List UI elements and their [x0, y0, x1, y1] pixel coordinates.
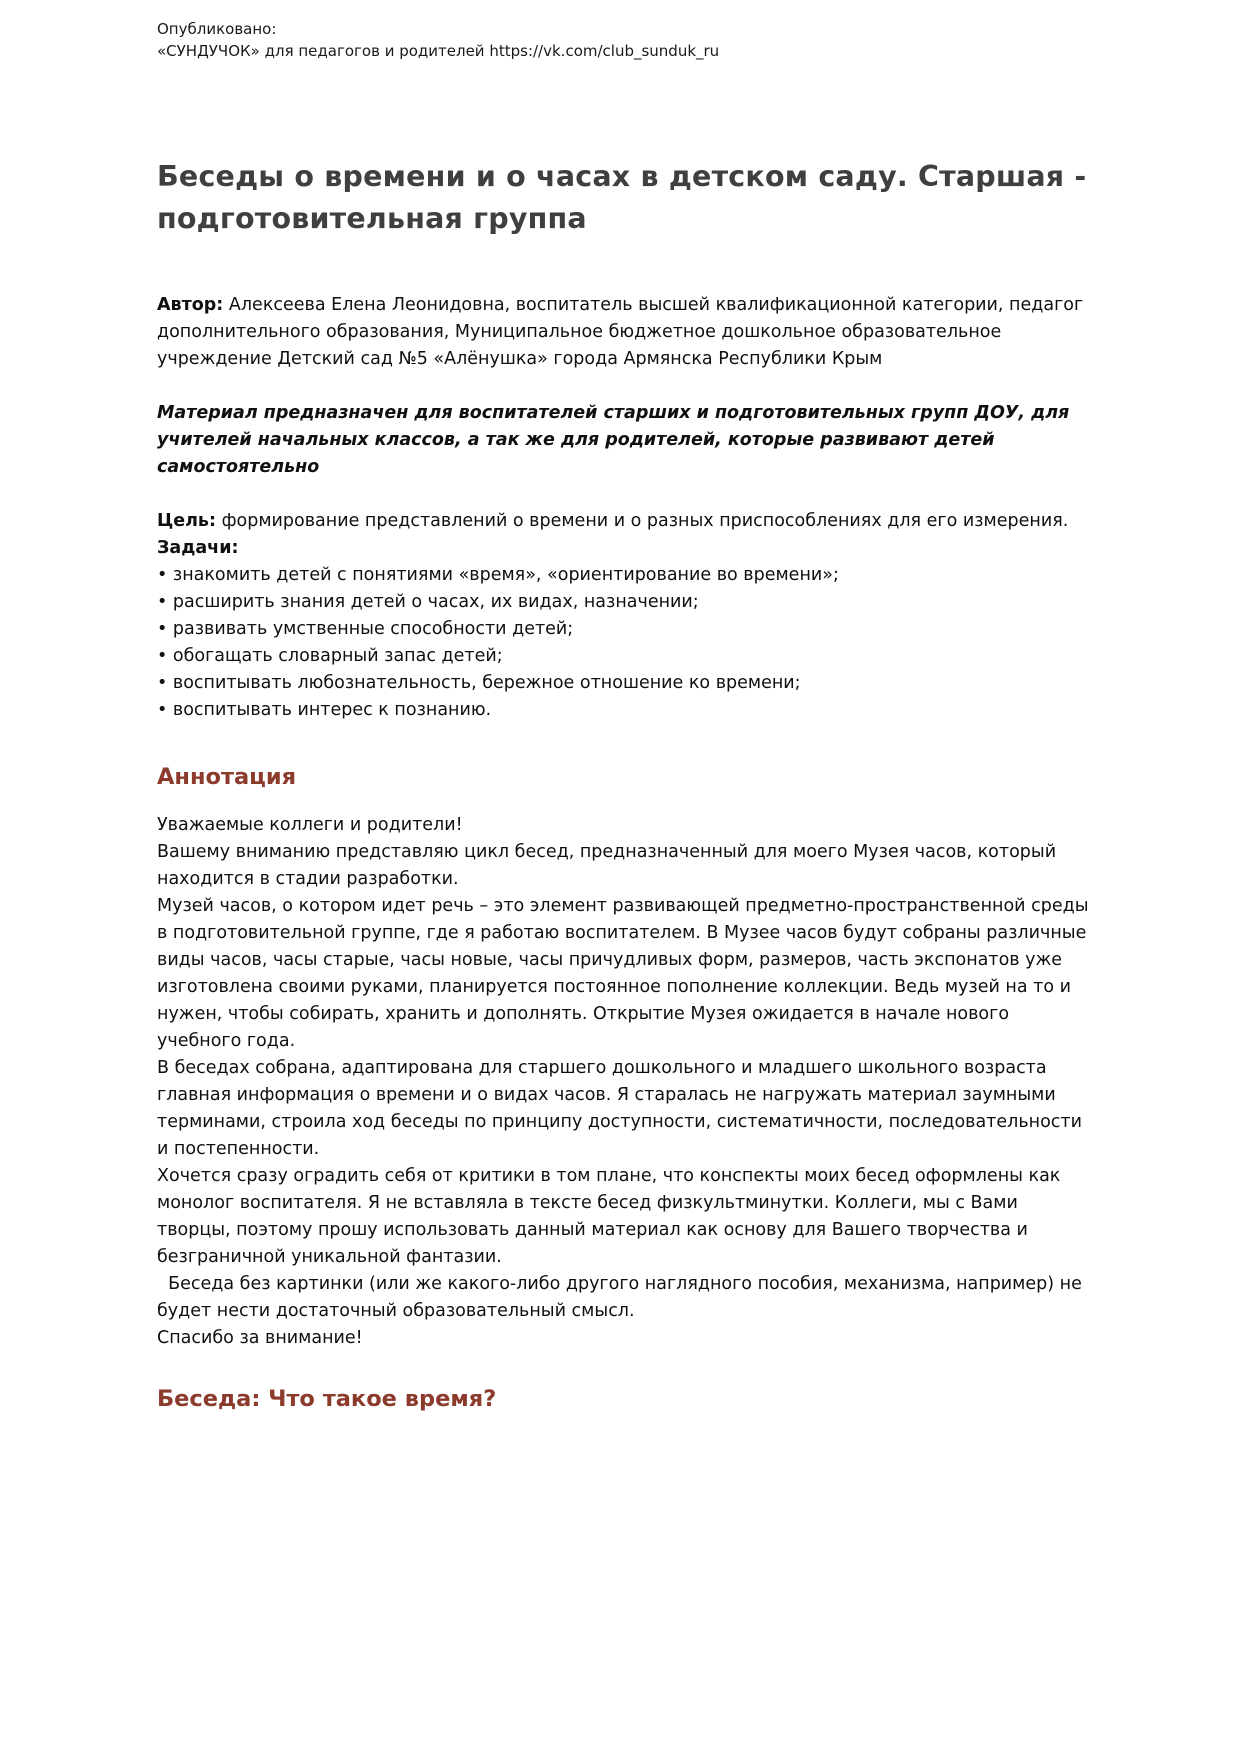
task-item: • знакомить детей с понятиями «время», «ориентирование во времени»; — [157, 565, 839, 585]
annotation-paragraph: В беседах собрана, адаптирована для старшего дошкольного и младшего школьного возраста главная информация о времени и о видах часов. Я старалась не нагружать материал заумными терминами, строила ход беседы по принципу доступности, систематичности, последовательности и постепенности. — [157, 1058, 1088, 1159]
document-body — [157, 292, 1095, 1414]
annotation-paragraph: Спасибо за внимание! — [157, 1328, 363, 1348]
audience-note: Материал предназначен для воспитателей старших и подготовительных групп ДОУ, для учителей начальных классов, а так же для родителей, которые развивают детей самостоятельно — [157, 403, 1070, 477]
annotation-body — [157, 812, 1095, 1352]
published-label: Опубликовано: — [157, 20, 277, 38]
task-item: • развивать умственные способности детей; — [157, 619, 574, 639]
annotation-paragraph: Беседа без картинки (или же какого-либо другого наглядного пособия, механизма, например) не будет нести достаточный образовательный смысл. — [157, 1274, 1088, 1321]
annotation-paragraph: Уважаемые коллеги и родители! — [157, 815, 463, 835]
author-paragraph — [157, 292, 1090, 373]
goal-label: Цель: — [157, 511, 216, 531]
source-link[interactable]: https://vk.com/club_sunduk_ru — [489, 42, 720, 60]
annotation-paragraph: Вашему вниманию представляю цикл бесед, предназначенный для моего Музея часов, который находится в стадии разработки. — [157, 842, 1062, 889]
page-title: Беседы о времени и о часах в детском саду. Старшая - подготовительная группа — [157, 160, 1087, 235]
task-item: • воспитывать любознательность, бережное отношение ко времени; — [157, 673, 801, 693]
conversation-heading: Беседа: Что такое время? — [157, 1386, 497, 1412]
tasks-list — [157, 562, 1090, 724]
author-label: Автор: — [157, 295, 224, 315]
annotation-heading: Аннотация — [157, 764, 297, 790]
published-source-text: «СУНДУЧОК» для педагогов и родителей — [157, 42, 485, 60]
task-item: • воспитывать интерес к познанию. — [157, 700, 492, 720]
annotation-paragraph: Музей часов, о котором идет речь – это элемент развивающей предметно-пространственной среды в подготовительной группе, где я работаю воспитателем. В Музее часов будут собраны различные виды часов, часы старые, часы новые, часы причудливых форм, размеров, часть экспонатов уже изготовлена своими руками, планируется постоянное пополнение коллекции. Ведь музей на то и нужен, чтобы собирать, хранить и дополнять. Открытие Музея ожидается в начале нового учебного года. — [157, 896, 1095, 1051]
annotation-paragraph: Хочется сразу оградить себя от критики в том плане, что конспекты моих бесед оформлены как монолог воспитателя. Я не вставляла в тексте бесед физкультминутки. Коллеги, мы с Вами творцы, поэтому прошу использовать данный материал как основу для Вашего творчества и безграничной уникальной фантазии. — [157, 1166, 1066, 1267]
published-source-line — [157, 40, 1090, 62]
task-item: • расширить знания детей о часах, их видах, назначении; — [157, 592, 699, 612]
task-item: • обогащать словарный запас детей; — [157, 646, 503, 666]
author-text: Алексеева Елена Леонидовна, воспитатель высшей квалификационной категории, педагог дополнительного образования, Муниципальное бюджетное дошкольное образовательное учреждение Детский сад №5 «Алёнушка» города Армянска Республики Крым — [157, 295, 1084, 369]
goal-paragraph — [157, 508, 1090, 535]
tasks-heading: Задачи: — [157, 538, 239, 558]
publication-header — [157, 18, 1090, 62]
goal-text: формирование представлений о времени и о разных приспособлениях для его измерения. — [221, 511, 1069, 531]
